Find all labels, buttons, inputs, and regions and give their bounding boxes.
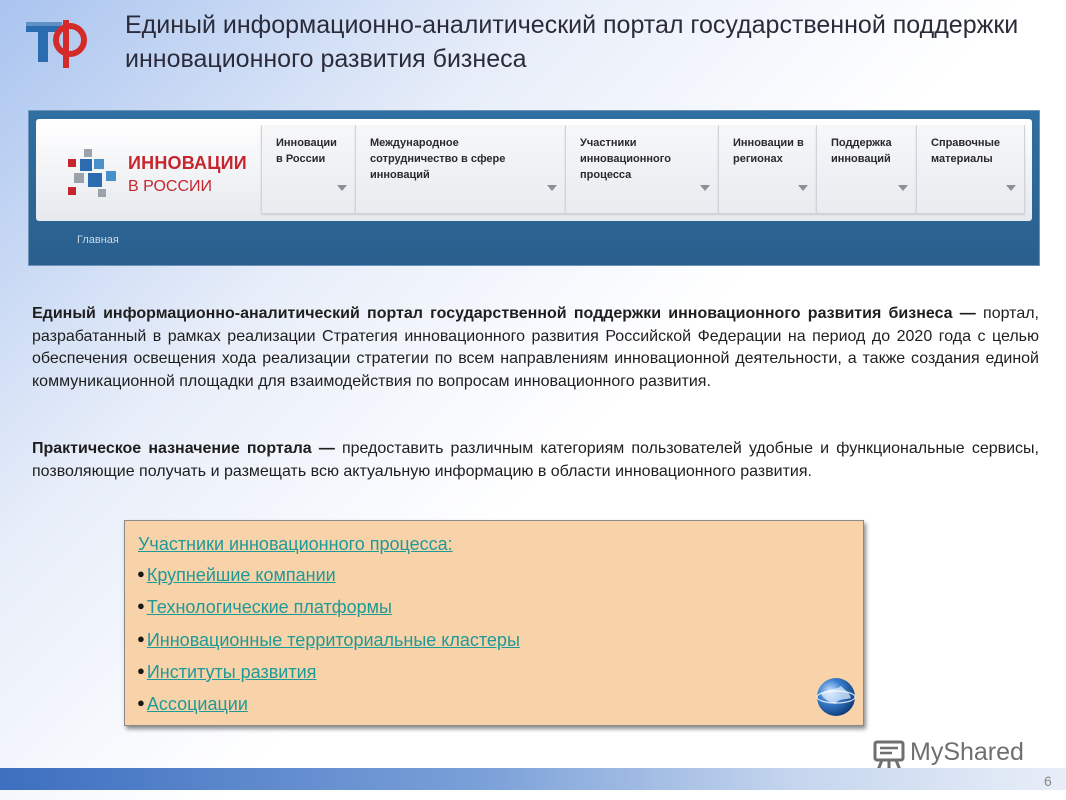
bullet-icon: ● — [137, 631, 145, 646]
tf-logo-icon — [22, 12, 88, 72]
nav-item-label: Инновации в регионах — [733, 137, 804, 165]
nav-item-label: Справочные материалы — [931, 137, 1001, 165]
innovations-logo-icon — [54, 145, 124, 205]
chevron-down-icon — [700, 185, 710, 191]
link-associations[interactable]: Ассоциации — [146, 694, 248, 714]
nav-item-international[interactable] — [355, 125, 565, 213]
bullet-icon: ● — [137, 566, 145, 581]
breadcrumb[interactable]: Главная — [77, 234, 119, 246]
list-item — [137, 565, 336, 586]
nav-item-participants[interactable] — [565, 125, 718, 213]
globe-icon[interactable] — [815, 676, 857, 718]
portal-screenshot — [28, 110, 1040, 266]
bullet-icon: ● — [137, 598, 145, 613]
chevron-down-icon — [547, 185, 557, 191]
nav-item-label: Инновации в России — [276, 137, 337, 165]
portal-nav — [261, 125, 1025, 213]
list-item — [137, 662, 316, 683]
chevron-down-icon — [1006, 185, 1016, 191]
chevron-down-icon — [798, 185, 808, 191]
page-number: 6 — [1044, 773, 1052, 789]
link-largest-companies[interactable]: Крупнейшие компании — [146, 565, 336, 585]
description-bold: Единый информационно-аналитический портал государственной поддержки инновационного развития бизнеса — — [32, 305, 976, 322]
nav-item-label: Участники инновационного процесса — [580, 137, 671, 181]
list-item — [137, 630, 520, 651]
nav-item-innovations-russia[interactable] — [261, 125, 355, 213]
portal-purpose — [32, 438, 1039, 483]
purpose-bold: Практическое назначение портала — — [32, 440, 335, 457]
participants-box — [124, 520, 864, 726]
link-dev-institutes[interactable]: Институты развития — [146, 662, 317, 682]
portal-logo-title: ИННОВАЦИИ — [128, 153, 247, 173]
watermark-text: MyShared — [910, 738, 1024, 766]
chevron-down-icon — [898, 185, 908, 191]
footer-bar — [0, 768, 1066, 790]
slide-title: Единый информационно-аналитический портал государственной поддержки инновационного развития бизнеса — [125, 11, 1019, 73]
link-clusters[interactable]: Инновационные территориальные кластеры — [146, 630, 520, 650]
nav-item-label: Поддержка инноваций — [831, 137, 892, 165]
purpose-text: предоставить различным категориям пользователей удобные и функциональные сервисы, позволяющие получать и размещать всю актуальную информацию в области инновационного развития. — [32, 440, 1039, 480]
presentation-board-icon — [872, 738, 906, 772]
nav-item-label: Международное сотрудничество в сфере инноваций — [370, 137, 506, 181]
myshared-watermark — [872, 736, 1032, 772]
link-tech-platforms[interactable]: Технологические платформы — [146, 597, 392, 617]
portal-header — [36, 119, 1032, 221]
chevron-down-icon — [337, 185, 347, 191]
bullet-icon: ● — [137, 663, 145, 678]
portal-description — [32, 303, 1039, 393]
list-item — [137, 597, 392, 618]
nav-item-reference[interactable] — [916, 125, 1025, 213]
list-item — [137, 694, 248, 715]
portal-logo-subtitle: В РОССИИ — [128, 178, 212, 195]
description-text: портал, разрабатанный в рамках реализации Стратегия инновационного развития Российской Федерации на период до 2020 года с целью обеспечения освещения хода реализации стратегии по всем направлениям инновационной деятельности, а также создания единой коммуникационной площадки для взаимодействия по вопросам инновационного развития. — [32, 305, 1039, 390]
nav-item-support[interactable] — [816, 125, 916, 213]
bullet-icon: ● — [137, 695, 145, 710]
participants-heading-link[interactable]: Участники инновационного процесса: — [138, 534, 453, 554]
nav-item-regions[interactable] — [718, 125, 816, 213]
